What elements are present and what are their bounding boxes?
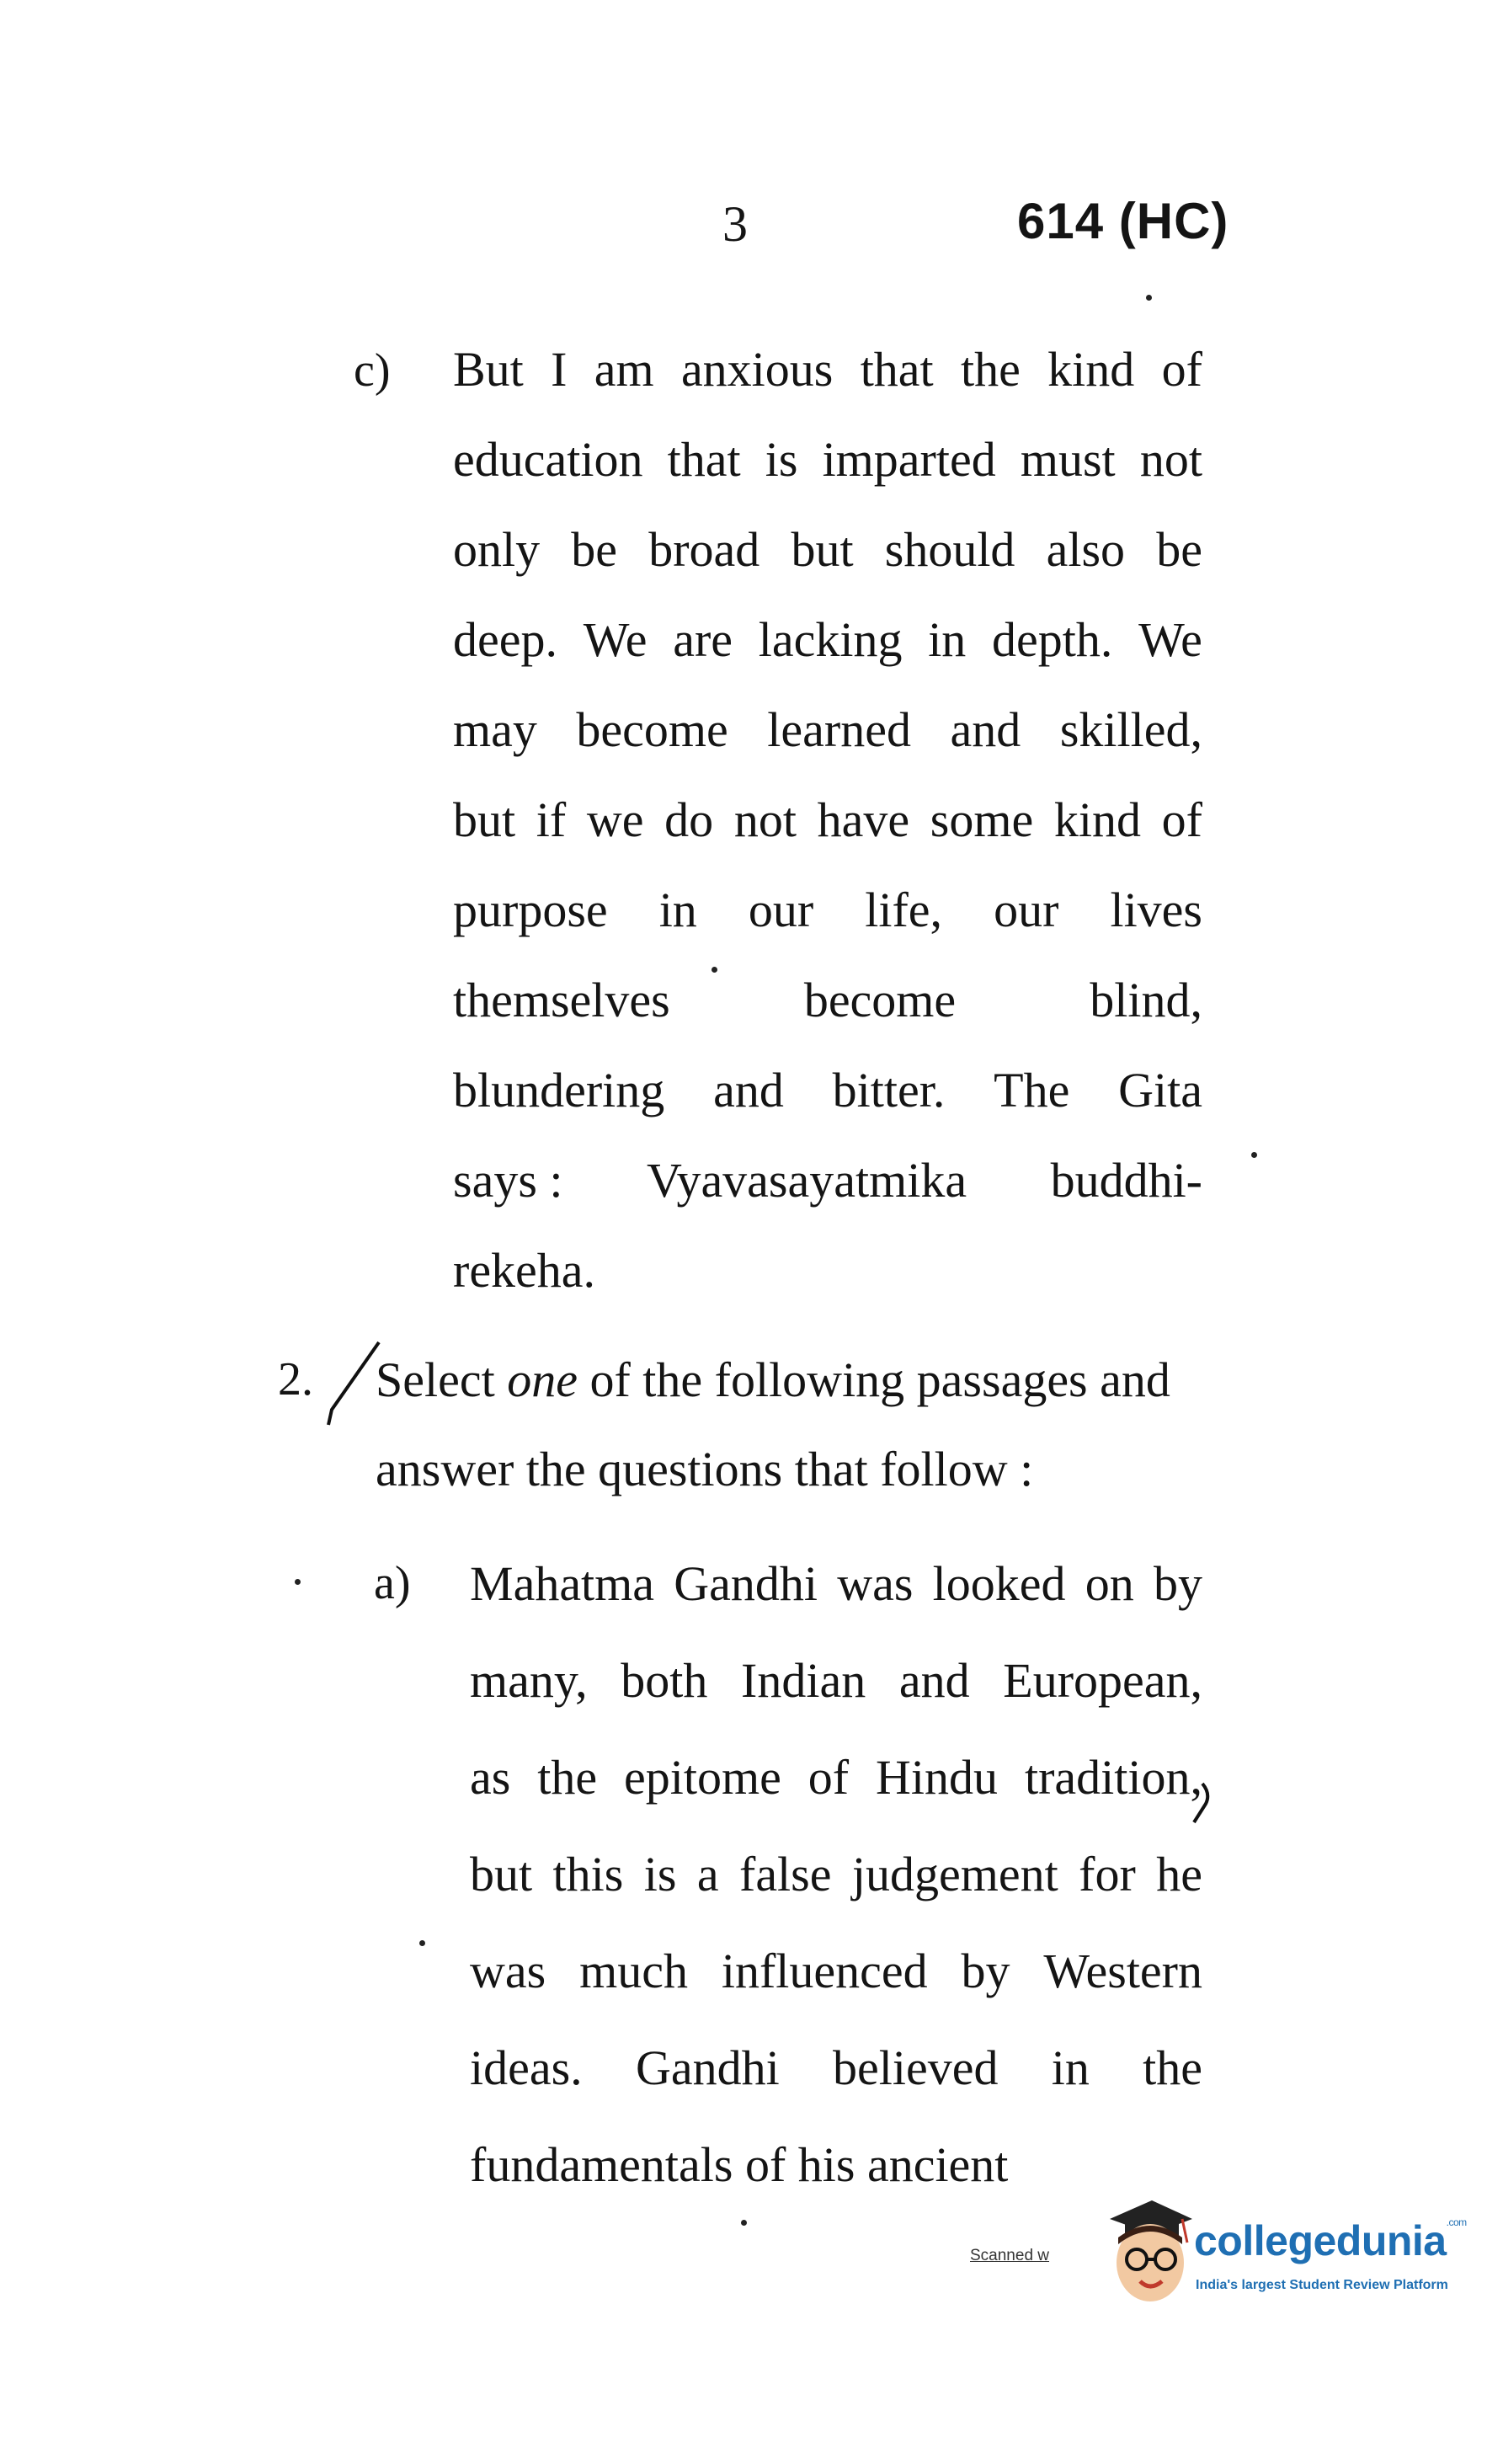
passage-line [470, 1556, 1202, 1611]
stray-dot [1251, 1152, 1257, 1158]
passage-word: must [1020, 432, 1116, 487]
passage-line [453, 792, 1202, 847]
passage-word: but [453, 792, 516, 847]
passage-word: life, [865, 883, 943, 937]
passage-word: Gita [1118, 1063, 1202, 1117]
mascot-logo-icon [1093, 2194, 1194, 2312]
passage-word: the [537, 1750, 598, 1805]
passage-word: and [950, 702, 1021, 757]
passage-word: do [664, 792, 714, 847]
passage-word: Hindu [876, 1750, 999, 1805]
passage-word: much [579, 1944, 688, 1998]
passage-word: the [1143, 2040, 1202, 2095]
passage-word: by [961, 1944, 1010, 1998]
passage-word: this [552, 1847, 624, 1901]
instruction-part: Select [376, 1352, 508, 1407]
passage-word: be [1156, 522, 1202, 577]
passage-word: rekeha. [453, 1243, 596, 1298]
item-a-label: a) [374, 1557, 411, 1609]
passage-word: But [453, 342, 524, 397]
scanned-watermark: Scanned w [970, 2247, 1050, 2264]
passage-word: are [673, 612, 733, 667]
passage-word: on [1085, 1556, 1134, 1611]
passage-word: in [658, 883, 697, 937]
passage-word: The [994, 1063, 1070, 1117]
passage-word: epitome [624, 1750, 781, 1805]
passage-word: not [733, 792, 797, 847]
passage-word: ideas. [470, 2040, 583, 2095]
passage-word: Indian [741, 1653, 866, 1708]
item-c-label: c) [354, 344, 391, 397]
passage-word: Gandhi [635, 2040, 780, 2095]
stray-dot [295, 1579, 301, 1585]
passage-line [470, 1653, 1202, 1708]
passage-word: have [817, 792, 910, 847]
brand-tagline: India's largest Student Review Platform [1196, 2278, 1448, 2292]
passage-word: our [748, 883, 814, 937]
passage-word: become [803, 973, 957, 1027]
passage-word: we [586, 792, 644, 847]
passage-word: lives [1110, 883, 1202, 937]
passage-word: blind, [1090, 973, 1202, 1027]
brand-word: collegedunia [1194, 2217, 1447, 2264]
passage-line [453, 342, 1202, 397]
passage-word: education [453, 432, 643, 487]
passage-word: says : [453, 1153, 563, 1208]
passage-line [453, 432, 1202, 487]
passage-line [453, 702, 1202, 757]
passage-word: many, [470, 1653, 588, 1708]
passage-word: but [791, 522, 854, 577]
instruction-emphasis: one [507, 1352, 578, 1407]
passage-line [453, 612, 1202, 667]
passage-line [453, 1243, 596, 1298]
passage-word: by [1153, 1556, 1202, 1611]
passage-word: influenced [721, 1944, 928, 1998]
passage-word: believed [832, 2040, 999, 2095]
passage-word: the [960, 342, 1021, 397]
passage-line [470, 2040, 1202, 2095]
question-2-instruction [376, 1352, 1201, 1407]
passage-word: if [536, 792, 567, 847]
passage-word: depth. [992, 612, 1113, 667]
passage-word: and [898, 1653, 970, 1708]
passage-word: purpose [453, 883, 608, 937]
passage-word: is [643, 1847, 677, 1901]
passage-word: of [1161, 792, 1202, 847]
passage-word: our [994, 883, 1059, 937]
passage-word: Western [1043, 1944, 1202, 1998]
passage-word: as [470, 1750, 511, 1805]
passage-word: We [1138, 612, 1202, 667]
passage-word: themselves [453, 973, 670, 1027]
passage-line [453, 1153, 1202, 1208]
passage-word: false [739, 1847, 832, 1901]
passage-line [453, 1063, 1202, 1117]
brand-name [1194, 2216, 1467, 2265]
question-2-number: 2. [278, 1353, 313, 1405]
passage-word: European, [1003, 1653, 1202, 1708]
passage-word: he [1156, 1847, 1202, 1901]
passage-word: both [621, 1653, 708, 1708]
passage-word: bitter. [832, 1063, 946, 1117]
passage-word: a [696, 1847, 719, 1901]
passage-word: Gandhi [674, 1556, 818, 1611]
passage-word: only [453, 522, 541, 577]
paper-code: 614 (HC) [1017, 193, 1229, 249]
instruction-part: of the following passages and [577, 1352, 1170, 1407]
passage-word: for [1079, 1847, 1136, 1901]
passage-line [470, 1847, 1202, 1901]
passage-word: tradition, [1024, 1750, 1202, 1805]
passage-word: was [470, 1944, 546, 1998]
passage-word: I [551, 342, 568, 397]
passage-word: in [1051, 2040, 1090, 2095]
passage-word: learned [767, 702, 911, 757]
passage-word: fundamentals of his ancient [470, 2137, 1009, 2192]
passage-word: that [860, 342, 934, 397]
passage-word: is [765, 432, 798, 487]
passage-word: Vyavasayatmika [646, 1153, 967, 1208]
passage-word: in [928, 612, 967, 667]
passage-word: was [837, 1556, 914, 1611]
passage-word: kind [1047, 342, 1135, 397]
passage-word: lacking [758, 612, 903, 667]
passage-word: am [594, 342, 654, 397]
passage-word: looked [932, 1556, 1066, 1611]
passage-word: of [1161, 342, 1202, 397]
passage-word: imparted [822, 432, 996, 487]
stray-dot [419, 1940, 425, 1946]
passage-word: and [713, 1063, 784, 1117]
passage-line [453, 973, 1202, 1027]
passage-word: Mahatma [470, 1556, 655, 1611]
passage-line [470, 1944, 1202, 1998]
passage-word: of [807, 1750, 850, 1805]
brand-suffix: .com [1446, 2216, 1467, 2228]
passage-word: blundering [453, 1063, 665, 1117]
passage-word: also [1046, 522, 1126, 577]
passage-word: should [884, 522, 1015, 577]
passage-word: not [1139, 432, 1202, 487]
pen-slash-mark [320, 1337, 387, 1430]
passage-line [470, 1750, 1202, 1805]
passage-line [470, 2137, 1009, 2192]
passage-word: broad [648, 522, 760, 577]
passage-word: some [930, 792, 1034, 847]
stray-dot [741, 2220, 747, 2226]
passage-word: kind [1053, 792, 1141, 847]
stray-dot [712, 967, 717, 973]
passage-line [453, 883, 1202, 937]
passage-word: judgement [851, 1847, 1058, 1901]
passage-word: but [470, 1847, 533, 1901]
stray-dot [1146, 295, 1152, 301]
passage-word: be [571, 522, 618, 577]
pen-comma-mark [1186, 1779, 1219, 1829]
passage-word: We [583, 612, 648, 667]
passage-word: deep. [453, 612, 557, 667]
passage-word: anxious [680, 342, 834, 397]
passage-line [453, 522, 1202, 577]
passage-word: that [667, 432, 741, 487]
passage-word: become [576, 702, 728, 757]
page-number: 3 [722, 196, 748, 252]
passage-word: may [453, 702, 537, 757]
passage-word: skilled, [1059, 702, 1202, 757]
question-2-instruction-line2: answer the questions that follow : [376, 1442, 1034, 1496]
passage-word: buddhi- [1050, 1153, 1202, 1208]
